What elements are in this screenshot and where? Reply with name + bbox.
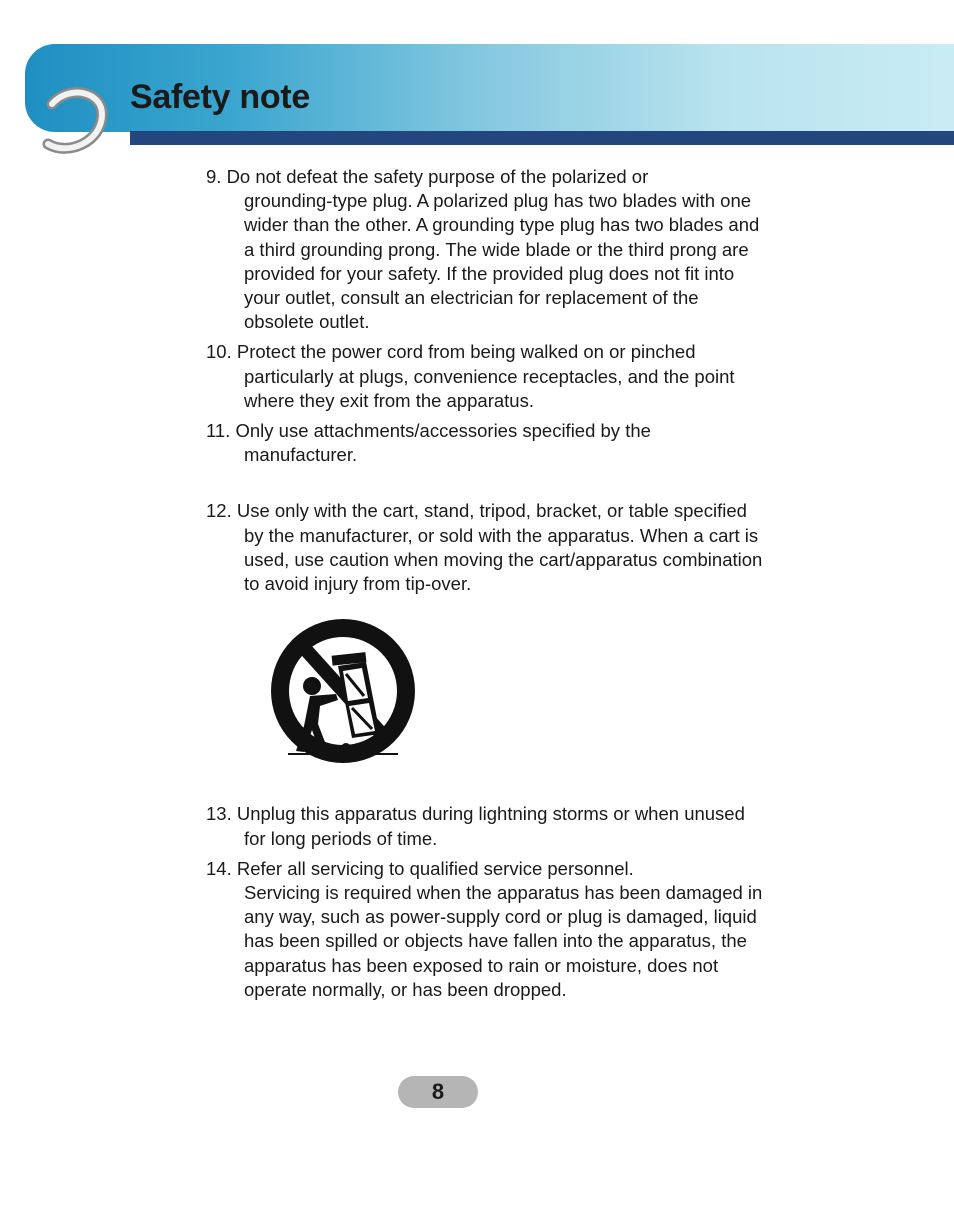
safety-instructions-list xyxy=(206,165,821,1002)
list-item: 10. Protect the power cord from being walked on or pinched particularly at plugs, convenience receptacles, and the point where they exit from the apparatus. xyxy=(206,341,735,411)
list-item: 12. Use only with the cart, stand, tripod, bracket, or table specified by the manufacturer, or sold with the apparatus. When a cart is used, use caution when moving the cart/apparatus combination to avoid injury from tip-over. xyxy=(206,500,763,595)
page-title: Safety note xyxy=(130,78,310,116)
cart-tip-over-warning-icon xyxy=(268,616,418,766)
list-item: 9. Do not defeat the safety purpose of the polarized or grounding-type plug. A polarized plug has two blades with one wider than the other. A grounding type plug has two blades and a third grounding prong. The wide blade or the third prong are provided for your safety. If the provided plug does not fit into your outlet, consult an electrician for replacement of the obsolete outlet. xyxy=(206,166,760,333)
list-item: 11. Only use attachments/accessories specified by the manufacturer. xyxy=(206,420,651,466)
header-underline-bar xyxy=(130,131,954,145)
list-item: 13. Unplug this apparatus during lightning storms or when unused for long periods of time. xyxy=(206,803,745,849)
ring-binder-icon xyxy=(30,74,120,164)
list-item: 14. Refer all servicing to qualified service personnel. Servicing is required when the apparatus has been damaged in any way, such as power-supply cord or plug is damaged, liquid has been spilled or objects have fallen into the apparatus, the apparatus has been exposed to rain or moisture, does not operate normally, or has been dropped. xyxy=(206,857,763,1000)
page-number: 8 xyxy=(398,1076,478,1108)
